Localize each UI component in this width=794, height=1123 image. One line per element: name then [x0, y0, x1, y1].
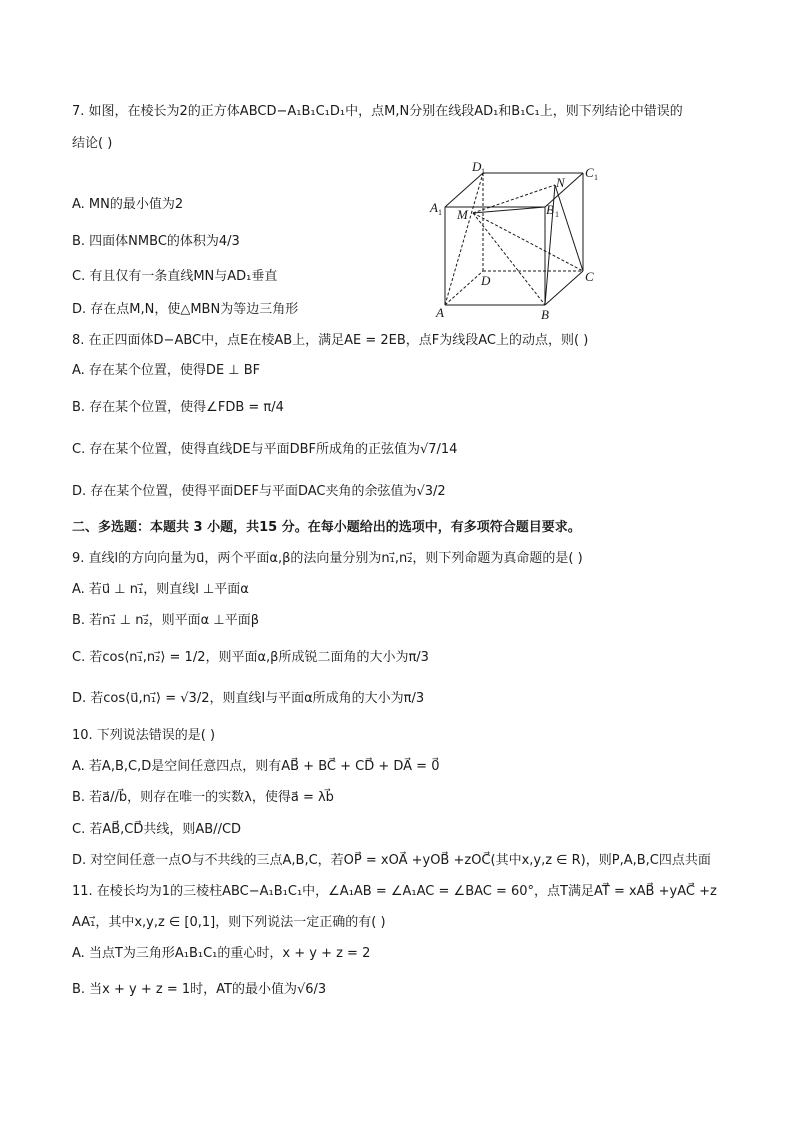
question-9-option-c: C. 若cos⟨n₁⃗,n₂⃗⟩ = 1/2，则平面α,β所成锐二面角的大小为π/3 [72, 650, 429, 665]
label-d1-sub: 1 [481, 167, 485, 176]
question-8-option-c: C. 存在某个位置，使得直线DE与平面DBF所成角的正弦值为√7/14 [72, 442, 458, 457]
question-7-option-a: A. MN的最小值为2 [72, 197, 184, 212]
question-8-option-b: B. 存在某个位置，使得∠FDB = π/4 [72, 400, 284, 415]
question-9-option-b: B. 若n₁⃗ ⊥ n₂⃗，则平面α ⊥平面β [72, 613, 259, 628]
label-n: N [556, 175, 565, 190]
question-9-option-a: A. 若u⃗ ⊥ n₁⃗，则直线l ⊥平面α [72, 582, 249, 597]
question-8-stem: 8. 在正四面体D−ABC中，点E在棱AB上，满足AE = 2EB，点F为线段AC上的动点，则( ) [72, 333, 589, 348]
question-9-stem: 9. 直线l的方向向量为u⃗，两个平面α,β的法向量分别为n₁⃗,n₂⃗，则下列命题为真命题的是( ) [72, 551, 583, 566]
hidden-edge-a-d [445, 271, 483, 305]
edge-a1-d1 [445, 173, 483, 207]
question-10-option-a: A. 若A,B,C,D是空间任意四点，则有AB⃗ + BC⃗ + CD⃗ + DA⃗ = 0⃗ [72, 759, 440, 774]
label-c: C [585, 269, 594, 284]
label-m: M [457, 207, 468, 222]
question-7-option-d: D. 存在点M,N，使△MBN为等边三角形 [72, 302, 299, 317]
segment-m-b1 [473, 207, 545, 213]
hidden-segment-m-n [473, 185, 555, 213]
edge-c-b [545, 271, 583, 305]
question-7-option-c: C. 有且仅有一条直线MN与AD₁垂直 [72, 269, 278, 284]
label-c1: C [585, 165, 594, 180]
cube-figure [425, 155, 615, 325]
label-a1: A [430, 200, 438, 215]
hidden-segment-m-b [473, 213, 545, 305]
label-b1: B [546, 202, 554, 217]
question-11-option-a: A. 当点T为三角形A₁B₁C₁的重心时，x + y + z = 2 [72, 946, 371, 961]
question-9-option-d: D. 若cos⟨u⃗,n₁⃗⟩ = √3/2，则直线l与平面α所成角的大小为π/3 [72, 691, 425, 706]
label-a: A [436, 305, 444, 320]
section-heading-multiple-choice: 二、多选题：本题共 3 小题，共15 分。在每小题给出的选项中，有多项符合题目要求。 [72, 520, 581, 535]
label-a1-sub: 1 [438, 208, 442, 217]
question-11-stem-line2: AA₁⃗，其中x,y,z ∈ [0,1]，则下列说法一定正确的有( ) [72, 915, 386, 930]
question-11-stem-line1: 11. 在棱长均为1的三棱柱ABC−A₁B₁C₁中，∠A₁AB = ∠A₁AC = ∠BAC = 60°，点T满足AT⃗ = xAB⃗ +yAC⃗ +z [72, 884, 717, 899]
label-d1: D [472, 159, 482, 174]
question-8-option-a: A. 存在某个位置，使得DE ⊥ BF [72, 363, 261, 378]
question-10-stem: 10. 下列说法错误的是( ) [72, 728, 216, 743]
question-8-option-d: D. 存在某个位置，使得平面DEF与平面DAC夹角的余弦值为√3/2 [72, 484, 446, 499]
question-10-option-b: B. 若a⃗//b⃗，则存在唯一的实数λ，使得a⃗ = λb⃗ [72, 790, 334, 805]
question-11-option-b: B. 当x + y + z = 1时，AT的最小值为√6/3 [72, 982, 327, 997]
question-7-stem-line2: 结论( ) [72, 136, 113, 151]
question-10-option-d: D. 对空间任意一点O与不共线的三点A,B,C，若OP⃗ = xOA⃗ +yOB⃗ +zOC⃗(其中x,y,z ∈ R)，则P,A,B,C四点共面 [72, 853, 711, 868]
question-10-option-c: C. 若AB⃗,CD⃗共线，则AB//CD [72, 822, 242, 837]
question-7-stem-line1: 7. 如图，在棱长为2的正方体ABCD−A₁B₁C₁D₁中，点M,N分别在线段AD₁和B₁C₁上，则下列结论中错误的 [72, 104, 683, 119]
label-b1-sub: 1 [555, 210, 559, 219]
label-c1-sub: 1 [594, 173, 598, 182]
label-b: B [541, 307, 549, 322]
hidden-diagonal-a-d1 [445, 173, 483, 305]
question-7-option-b: B. 四面体NMBC的体积为4/3 [72, 234, 240, 249]
label-d: D [481, 273, 491, 288]
